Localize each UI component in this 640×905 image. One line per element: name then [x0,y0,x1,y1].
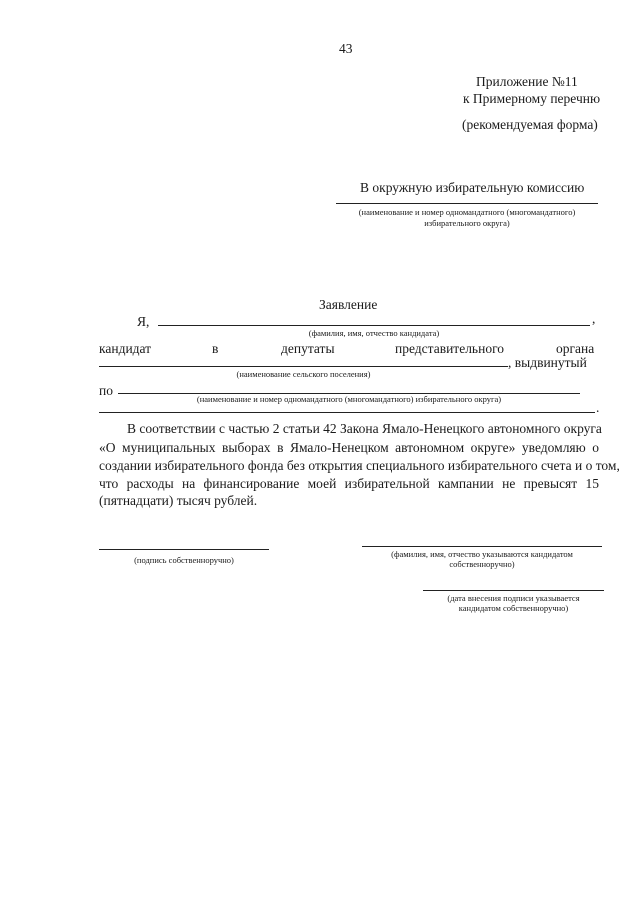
fio-comma: , [592,311,596,326]
continuation-period: . [596,400,600,415]
form-type-label: (рекомендуемая форма) [462,117,598,132]
signature-caption: (подпись собственноручно) [134,555,234,565]
settlement-caption: (наименование сельского поселения) [236,369,371,379]
body-line-3: создании избирательного фонда без открытия специального избирательного счета и о том, [99,458,620,473]
ya-label: Я, [137,314,150,329]
name-caption-2: собственноручно) [449,559,515,569]
fio-caption: (фамилия, имя, отчество кандидата) [308,328,440,338]
name-line[interactable] [362,546,602,547]
name-caption: (фамилия, имя, отчество указываются кандидатом [391,549,573,559]
continuation-line[interactable] [99,412,595,413]
settlement-line[interactable] [99,366,508,367]
addressee-title: В окружную избирательную комиссию [360,180,585,195]
nominated-label: , выдвинутый [508,355,587,370]
date-line[interactable] [423,590,604,591]
body-line-1: В соответствии с частью 2 статьи 42 Закона Ямало-Ненецкого автономного округа [127,421,602,436]
addressee-caption: (наименование и номер одномандатного (многомандатного) [358,207,576,217]
candidate-word: кандидат [99,341,152,356]
body-line-5: (пятнадцати) тысяч рублей. [99,493,258,508]
page-number: 43 [339,41,353,56]
body-line-4: что расходы на финансирование моей избирательной кампании не превысят 15 [99,476,599,491]
representative-word: представительного [395,341,505,356]
fio-line[interactable] [158,325,590,326]
body-word: органа [556,341,595,356]
body-line-2: «О муниципальных выборах в Ямало-Ненецком автономном округе» уведомляю о [99,440,599,455]
date-caption: (дата внесения подписи указывается [447,593,580,603]
appendix-label: Приложение №11 [476,74,578,89]
appendix-reference: к Примерному перечню [463,91,601,106]
district-caption: (наименование и номер одномандатного (многомандатного) избирательного округа) [196,394,502,404]
statement-heading: Заявление [319,297,378,312]
addressee-line[interactable] [336,203,598,204]
date-caption-2: кандидатом собственноручно) [458,603,569,613]
addressee-caption-2: избирательного округа) [424,218,510,228]
signature-line[interactable] [99,549,269,550]
in-word: в [212,341,219,356]
po-label: по [99,383,113,398]
deputies-word: депутаты [281,341,335,356]
